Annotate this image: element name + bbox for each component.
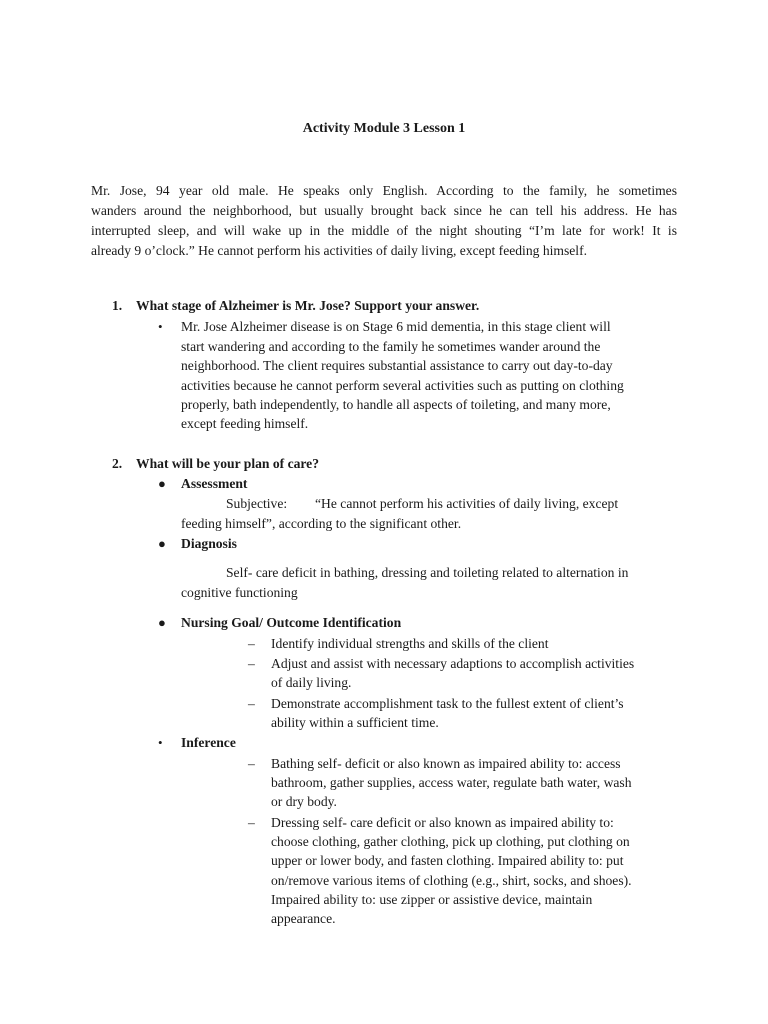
inference-item: Impaired ability to: use zipper or assistive device, maintain [271, 892, 593, 907]
answer-line: start wandering and according to the family he sometimes wander around the [181, 339, 601, 354]
answer-line: neighborhood. The client requires substantial assistance to carry out day-to-day [181, 358, 613, 373]
dash-icon: – [248, 656, 255, 671]
question-1-text: What stage of Alzheimer is Mr. Jose? Support your answer. [136, 298, 480, 313]
goal-item: Identify individual strengths and skills of the client [271, 636, 549, 651]
inference-item: or dry body. [271, 794, 337, 809]
bullet-icon: • [158, 319, 163, 334]
inference-item: appearance. [271, 911, 336, 926]
dash-icon: – [248, 636, 255, 651]
dash-icon: – [248, 815, 255, 830]
diagnosis-text: cognitive functioning [181, 585, 298, 600]
inference-item: upper or lower body, and fasten clothing. Impaired ability to: put [271, 853, 624, 868]
inference-item: Bathing self- deficit or also known as impaired ability to: access [271, 756, 621, 771]
goal-item: of daily living. [271, 675, 352, 690]
goal-heading: Nursing Goal/ Outcome Identification [181, 615, 402, 630]
goal-item: ability within a sufficient time. [271, 715, 439, 730]
question-2-number: 2. [112, 456, 123, 471]
bullet-icon: ● [158, 476, 166, 491]
subjective-label: Subjective: [226, 496, 288, 511]
diagnosis-text: Self- care deficit in bathing, dressing and toileting related to alternation in [226, 565, 629, 580]
page-title: Activity Module 3 Lesson 1 [302, 121, 466, 136]
intro-line: interrupted sleep, and will wake up in the middle of the night shouting “I’m late for work! It is [91, 223, 677, 238]
answer-line: except feeding himself. [181, 416, 309, 431]
goal-item: Adjust and assist with necessary adaptions to accomplish activities [271, 656, 635, 671]
answer-line: Mr. Jose Alzheimer disease is on Stage 6 mid dementia, in this stage client will [181, 319, 611, 334]
answer-line: activities because he cannot perform several activities such as putting on clothing [181, 378, 624, 393]
bullet-icon: ● [158, 536, 166, 551]
intro-line: wanders around the neighborhood, but usually brought back since he can tell his address. He has [91, 203, 677, 218]
answer-line: properly, bath independently, to handle all aspects of toileting, and many more, [181, 397, 611, 412]
case-description [91, 181, 677, 261]
goal-item: Demonstrate accomplishment task to the fullest extent of client’s [271, 696, 624, 711]
assessment-text: “He cannot perform his activities of daily living, except [315, 496, 619, 511]
intro-line: already 9 o’clock.” He cannot perform his activities of daily living, except feeding himself. [91, 243, 587, 258]
dash-icon: – [248, 756, 255, 771]
inference-item: bathroom, gather supplies, access water, regulate bath water, wash [271, 775, 632, 790]
question-2-text: What will be your plan of care? [136, 456, 320, 471]
question-1-number: 1. [112, 298, 123, 313]
inference-item: Dressing self- care deficit or also known as impaired ability to: [271, 815, 614, 830]
intro-line: Mr. Jose, 94 year old male. He speaks only English. According to the family, he sometimes [91, 183, 677, 198]
bullet-icon: ● [158, 615, 166, 630]
assessment-text: feeding himself”, according to the significant other. [181, 516, 462, 531]
dash-icon: – [248, 696, 255, 711]
inference-heading: Inference [181, 735, 236, 750]
bullet-icon: • [158, 735, 163, 750]
inference-item: choose clothing, gather clothing, pick up clothing, put clothing on [271, 834, 630, 849]
diagnosis-heading: Diagnosis [181, 536, 237, 551]
assessment-heading: Assessment [181, 476, 248, 491]
inference-item: on/remove various items of clothing (e.g., shirt, socks, and shoes). [271, 873, 632, 888]
